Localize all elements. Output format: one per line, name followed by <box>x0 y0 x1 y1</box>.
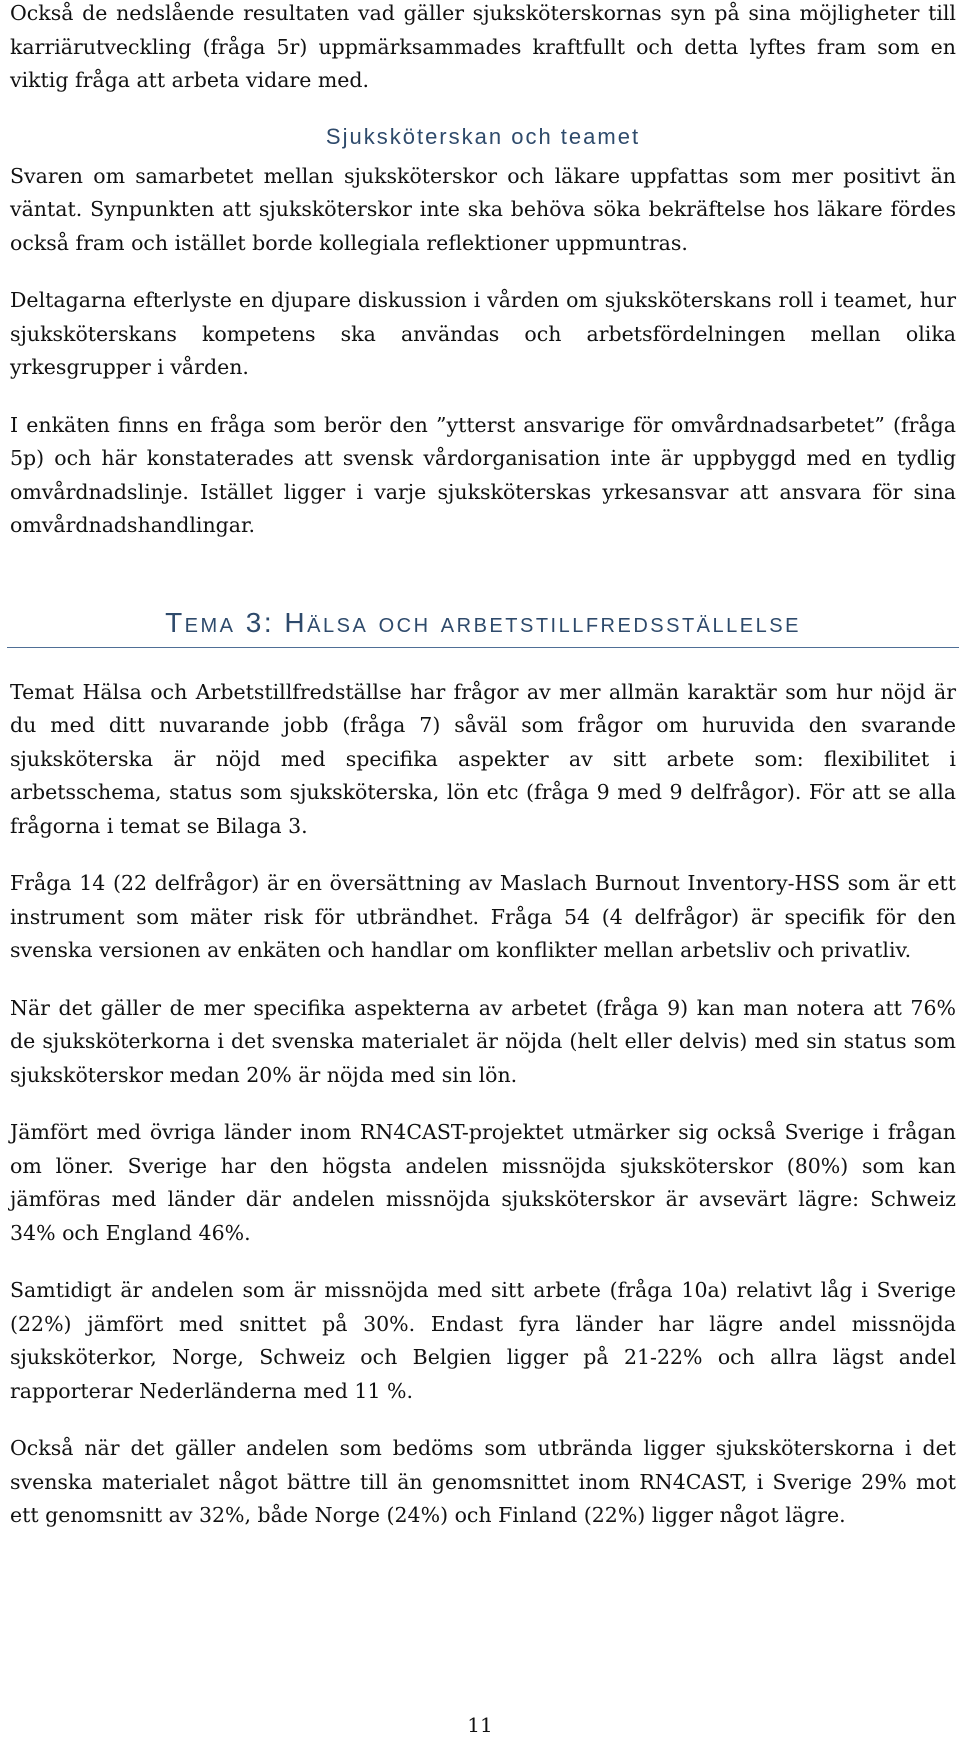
paragraph-salaries: Jämfört med övriga länder inom RN4CAST-projektet utmärker sig också Sverige i frågan om löner. Sverige har den högsta andelen missnöjda sjuksköterskor (80%) som kan jämföras med länder där andelen missnöjda sjuksköterskor är avsevärt lägre: Schweiz 34% och England 46%. <box>10 1120 956 1245</box>
theme-heading-block <box>7 605 959 648</box>
page-number: 11 <box>467 1713 493 1737</box>
page-content <box>10 0 956 1557</box>
paragraph-role-discussion: Deltagarna efterlyste en djupare diskussion i vården om sjuksköterskans roll i teamet, hur sjuksköterskans kompetens ska användas och arbetsfördelningen mellan olika yrkesgrupper i vården. <box>10 288 956 379</box>
paragraph-burnout-inventory: Fråga 14 (22 delfrågor) är en översättning av Maslach Burnout Inventory-HSS som är ett instrument som mäter risk för utbrändhet. Fråga 54 (4 delfrågor) är specifik för den svenska versionen av enkäten och handlar om konflikter mellan arbetsliv och privatliv. <box>10 871 956 962</box>
paragraph-theme-intro: Temat Hälsa och Arbetstillfredställse har frågor av mer allmän karaktär som hur nöjd är du med ditt nuvarande jobb (fråga 7) såväl som frågor om huruvida den svarande sjuksköterska är nöjd med specifika aspekter av sitt arbete som: flexibilitet i arbetsschema, status som sjuksköterska, lön etc (fråga 9 med 9 delfrågor). För att se alla frågorna i temat se Bilaga 3. <box>10 679 956 838</box>
paragraph-collaboration: Svaren om samarbetet mellan sjuksköterskor och läkare uppfattas som mer positivt än väntat. Synpunkten att sjuksköterskor inte ska behöva söka bekräftelse hos läkare fördes också fram och istället borde kollegiala reflektioner uppmuntras. <box>10 163 956 255</box>
paragraph-burnout-share: Också när det gäller andelen som bedöms som utbrända ligger sjuksköterskorna i det svenska materialet något bättre till än genomsnittet inom RN4CAST, i Sverige 29% mot ett genomsnitt av 32%, både Norge (24%) och Finland (22%) ligger något lägre. <box>10 1436 956 1527</box>
paragraph-specific-aspects: När det gäller de mer specifika aspekterna av arbetet (fråga 9) kan man notera att 76% de sjuksköterkorna i det svenska materialet är nöjda (helt eller delvis) med sin status som sjuksköterskor medan 20% är nöjda med sin lön. <box>10 995 956 1087</box>
paragraph-responsibility: I enkäten finns en fråga som berör den ”ytterst ansvarige för omvårdnadsarbetet” (fråga 5p) och här konstaterades att svensk vårdorganisation inte är uppbyggd med en tydlig omvårdnadslinje. Istället ligger i varje sjuksköterskas yrkesansvar att ansvara för sina omvårdnadshandlingar. <box>10 412 956 537</box>
paragraph-job-dissatisfaction: Samtidigt är andelen som är missnöjda med sitt arbete (fråga 10a) relativt låg i Sverige (22%) jämfört med snittet på 30%. Endast fyra länder har lägre andel missnöjda sjuksköterkor, Norge, Schweiz och Belgien ligger på 21-22% och allra lägst andel rapporterar Nederländerna med 11 %. <box>10 1278 956 1403</box>
section-heading-team: Sjuksköterskan och teamet <box>325 123 641 149</box>
theme-heading: Tema 3: Hälsa och arbetstillfredsställelse <box>165 606 801 638</box>
paragraph-career: Också de nedslående resultaten vad gäller sjuksköterskornas syn på sina möjligheter till karriärutveckling (fråga 5r) uppmärksammades kraftfullt och detta lyftes fram som en viktig fråga att arbeta vidare med. <box>10 1 956 92</box>
